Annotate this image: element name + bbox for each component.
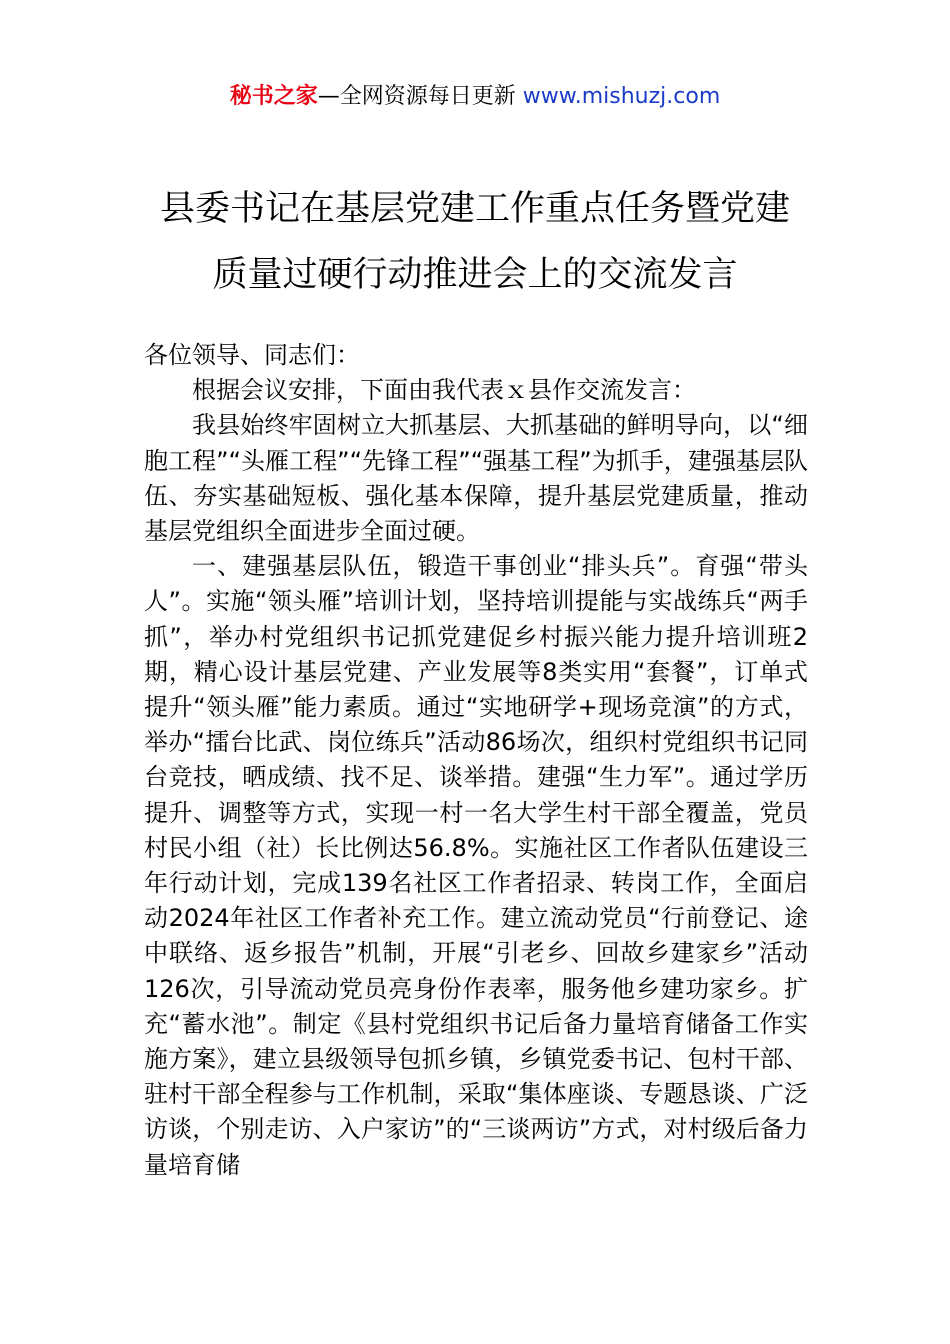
site-slogan: —全网资源每日更新 (317, 84, 523, 109)
site-brand: 秘书之家 (229, 84, 318, 109)
site-url[interactable]: www.mishuzj.com (522, 84, 721, 109)
title-line-2: 质量过硬行动推进会上的交流发言 (212, 255, 738, 295)
site-header (0, 80, 950, 114)
paragraph: 一、建强基层队伍，锻造干事创业“排头兵”。育强“带头人”。实施“领头雁”培训计划，坚持培训提能与实战练兵“两手抓”，举办村党组织书记抓党建促乡村振兴能力提升培训班2期，精心设计基层党建、产业发展等8类实用“套餐”，订单式提升“领头雁”能力素质。通过“实地研学+现场竞演”的方式，举办“擂台比武、岗位练兵”活动86场次，组织村党组织书记同台竞技，晒成绩、找不足、谈举措。建强“生力军”。通过学历提升、调整等方式，实现一村一名大学生村干部全覆盖，党员村民小组（社）长比例达56.8%。实施社区工作者队伍建设三年行动计划，完成139名社区工作者招录、转岗工作，全面启动2024年社区工作者补充工作。建立流动党员“行前登记、途中联络、返乡报告”机制，开展“引老乡、回故乡建家乡”活动126次，引导流动党员亮身份作表率，服务他乡建功家乡。扩充“蓄水池”。制定《县村党组织书记后备力量培育储备工作实施方案》，建立县级领导包抓乡镇，乡镇党委书记、包村干部、驻村干部全程参与工作机制，采取“集体座谈、专题恳谈、广泛访谈，个别走访、入户家访”的“三谈两访”方式，对村级后备力量培育储 (144, 552, 808, 1179)
salutation: 各位领导、同志们： (144, 341, 360, 369)
document-body (144, 338, 808, 1183)
paragraph: 根据会议安排，下面由我代表ｘ县作交流发言： (192, 376, 696, 405)
title-line-1: 县委书记在基层党建工作重点任务暨党建 (159, 189, 790, 229)
document-title (100, 176, 850, 308)
paragraph: 我县始终牢固树立大抓基层、大抓基础的鲜明导向，以“细胞工程”“头雁工程”“先锋工程”“强基工程”为抓手，建强基层队伍、夯实基础短板、强化基本保障，提升基层党建质量，推动基层党组织全面进步全面过硬。 (144, 411, 808, 546)
